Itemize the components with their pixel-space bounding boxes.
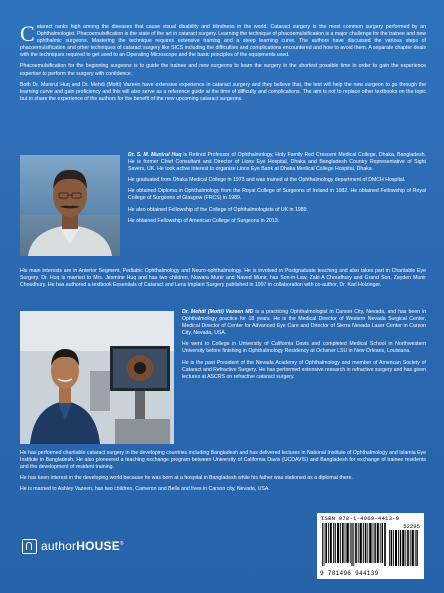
author2-bio <box>182 309 426 385</box>
publisher-logo <box>22 537 124 555</box>
intro-section <box>20 21 426 107</box>
author2-full-paragraph-3: He is married to Ashley Vazeen, has two children, Cameron and Bella and lives in Carson city, Nevada, USA. <box>20 486 270 493</box>
publisher-suffix: HOUSE <box>76 539 120 553</box>
author2-paragraph-2: He is the past President of the Nevada Academy of Ophthalmology and member of American Society of Cataract and Refractive Surgery. He has performed extensive research in refractive surgery and has given lectures at ASCRS on refractive cataract surgery. <box>182 359 426 380</box>
author2-paragraph-1: He went to College in University of California Davis and completed Medical School in Northwestern University before finishing in Ophthalmology Residency at Ochsner LSU in New Orleans, Louisiana. <box>182 341 426 355</box>
author1-photo <box>20 155 120 256</box>
isbn-barcode <box>317 513 424 579</box>
author2-name: Dr. Mehdi (Motti) Vazeen MD <box>182 309 254 315</box>
ean-number: 9 781496 944139 <box>320 570 379 577</box>
author1-bio-extended <box>20 268 426 289</box>
author2-photo <box>20 311 174 444</box>
author1-bio-first: is Retired Professor of Ophthalmology, Holy Family Red Crescent Medical College, Dhaka, Bangladesh. He is former Chief Consultant and Director of Lions Eye Hospital, Dhaka and Bangladesh Country Representative of Sight Savers, UK. He took active interest to organize Lions Eye Bank at Dhaka Medical College Hospital, Dhaka. <box>128 152 426 173</box>
drop-cap: C <box>20 21 35 46</box>
author2-full-paragraph-2: He has keen interest in the developing world because he was born at a hospital in Bangladesh while his father was stationed as a diplomat there. <box>20 475 353 482</box>
publisher-mark-icon <box>22 539 37 554</box>
publisher-trademark: ® <box>119 541 124 547</box>
price-code: 52295 <box>403 523 420 530</box>
author1-intro-paragraph <box>128 152 426 173</box>
publisher-prefix: author <box>41 539 77 553</box>
author1-full-paragraph: His main interests are in Anterior Segment, Pediatric Ophthalmology and Neuro-ophthalmology. He is involved in Postgraduate teaching and also takes part in Charitable Eye Surgery. Dr. Huq is married to Mrs. Jesmine Huq and has two children, Nowara Munir and Naved Munir, has Son-in-Law, Zaki A Choudhury and Grand Son, Zayden Munir Choudhury. He has authored a textbook Essentials of Cataract and Lens Implant Surgery published in 1997 in collaboration with co-author, Dr. Karl Holzinger. <box>20 268 426 289</box>
author1-bio <box>128 152 426 229</box>
price-barcode-bars <box>389 530 419 566</box>
author1-paragraph-3: He also obtained Fellowship of the College of Ophthalmologists of UK in 1989. <box>128 206 308 213</box>
intro-paragraph-1: ataract ranks high among the diseases that cause visual disability and blindness in the world. Cataract surgery is the most common surgery performed by an Ophthalmologist. Phacoemulsification is the state of the art in cataract surgery. Learning the technique of phacoemulsification is a major challenge for the trainee and new ophthalmic surgeons. Mastering the technique requires extensive training and a steep learning curve. The authors have discussed the various steps of phacoemulsification and other techniques of cataract surgery like SICS including the difficulties and complications encountered and how to avoid them. A separate chapter deals with the techniques required to get used to an Operating Microscope and the basic principles of the equipments used. <box>20 24 426 59</box>
author2-bio-extended <box>20 450 426 497</box>
publisher-name <box>41 539 124 553</box>
barcode-bars <box>322 523 386 566</box>
intro-paragraph-2: Phacoemulsification for the beginning surgeons is to guide the trainee and new surgeons to learn the surgery in the shortest possible time in order to gain the experience expertise to perform the surgery with confidence. <box>20 63 426 77</box>
author1-name: Dr. S. M. Munirul Huq <box>128 152 182 158</box>
author2-full-paragraph-1: He has performed charitable cataract surgery in the developing countries including Bangladesh and has delivered lectures in National Institute of Ophthalmology and Islamia Eye Institute in Bangladesh. He also pioneered a teaching exchange program between University of California Davis (UCDAVIS) and Bangladesh for exchange of trainee residents and the development of resident training. <box>20 450 427 471</box>
author1-paragraph-4: He obtained Fellowship of American College of Surgeons in 2013. <box>128 217 280 224</box>
author1-paragraph-1: He graduated from Dhaka Medical College in 1973 and was trained at the Ophthalmology department of DMCH Hospital. <box>128 177 406 184</box>
author2-intro-paragraph <box>182 309 426 337</box>
isbn-text: ISBN 978-1-4969-4413-9 <box>321 515 400 522</box>
intro-paragraph-3: Both Dr. MuniruI Huq and Dr. Mehdi (Motti) Vazeen have extensive experience in cataract surgery and they believe that, the text will help the new surgeon to go through the learning curve and gain proficiency and this will also serve as a reference guide at the time of difficulty and complications. The aim is not to replace other textbooks on the topic but to share the experience of the authors for the benefit of the new upcoming cataract surgeons. <box>20 81 426 102</box>
author1-paragraph-2: He obtained Diploma in Ophthalmology from the Royal College of Surgeons of Ireland in 1982. He obtained Fellowship of Royal College of Surgeons of Glasgow (FRCS) in 1989. <box>128 188 426 202</box>
author2-bio-first: is a practicing Ophthalmologist in Carson City, Nevada, and has been in Ophthalmology practice for 18 years. He is the Medical Director of Western Nevada Surgical Center, Medical Director of Center for Advanced Eye Care and Director of Sierra Nevada Laser Center in Carson City, Nevada, USA. <box>182 309 427 337</box>
